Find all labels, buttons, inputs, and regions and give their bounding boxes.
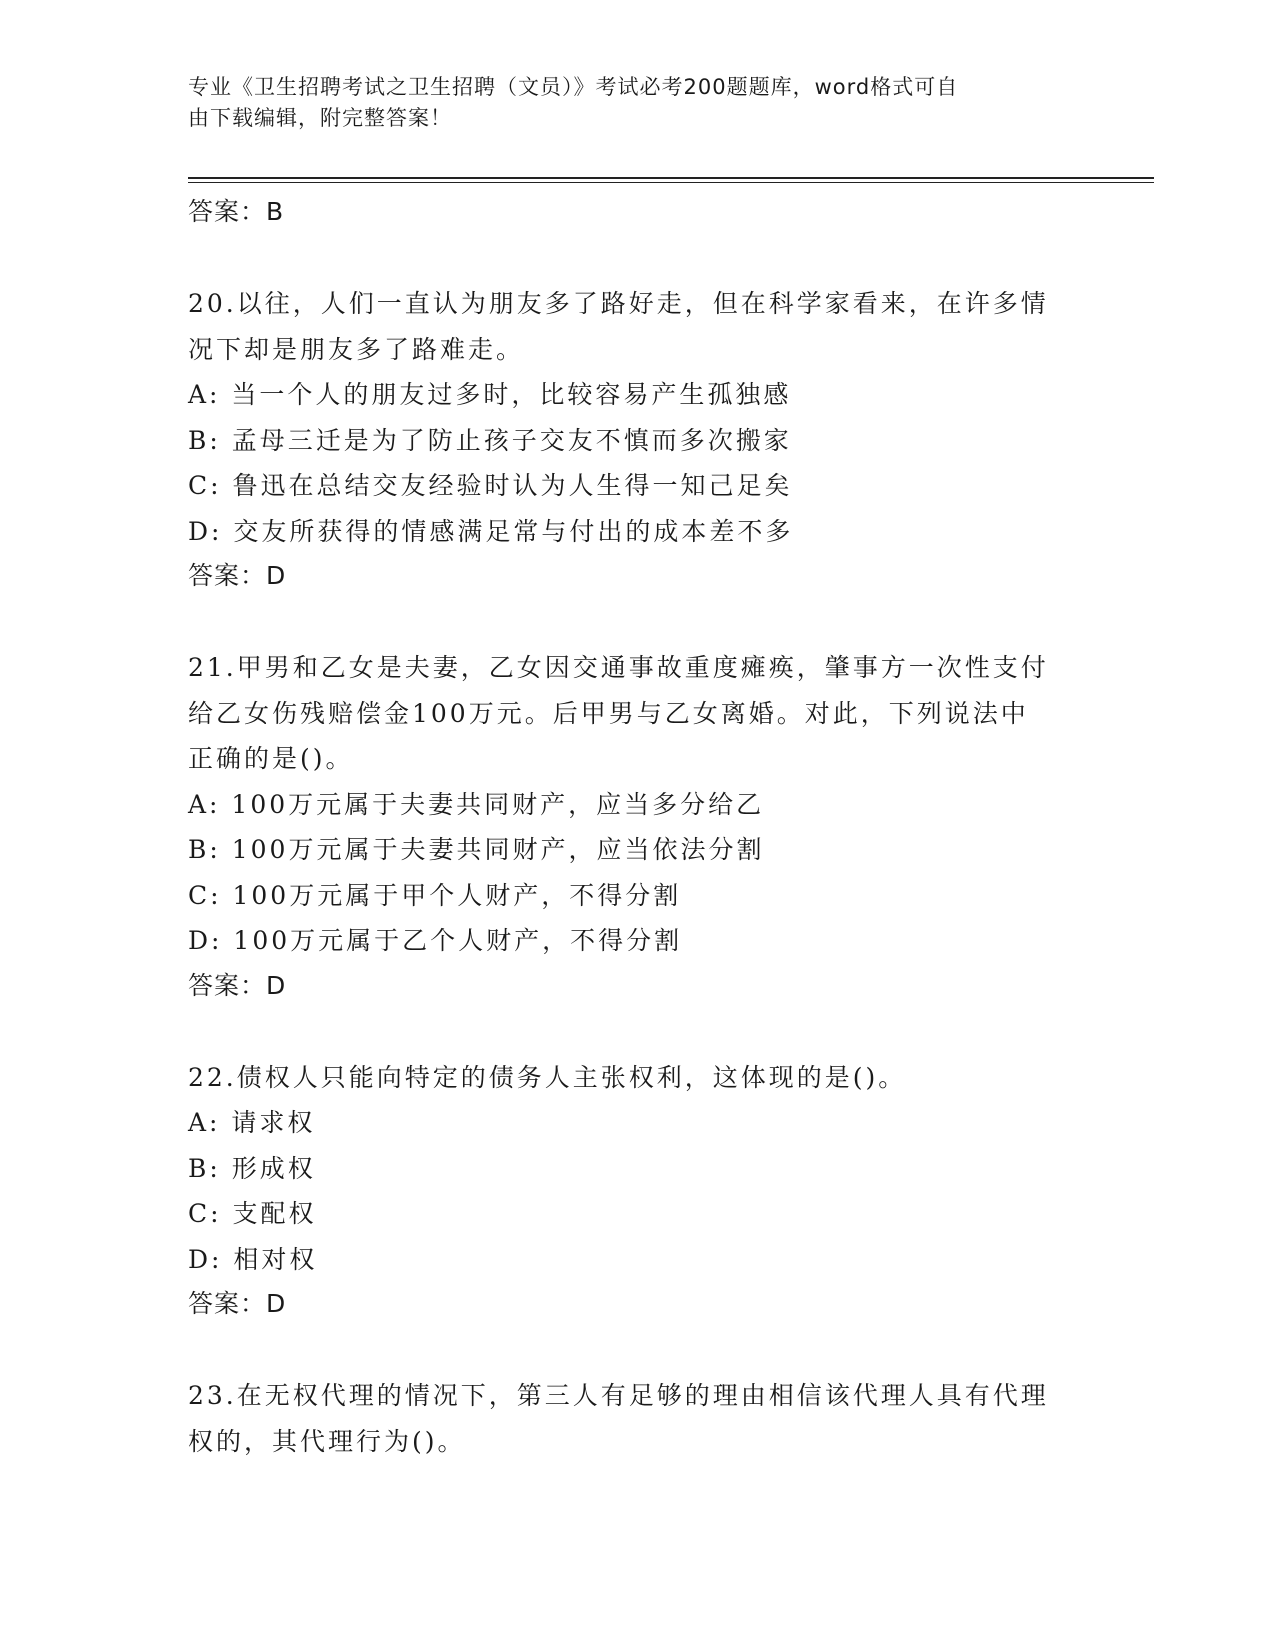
question-stem-line: 21.甲男和乙女是夫妻，乙女因交通事故重度瘫痪，肇事方一次性支付 xyxy=(188,653,1049,682)
option-c: C: 鲁迅在总结交友经验时认为人生得一知己足矣 xyxy=(188,471,793,500)
answer-line: 答案：D xyxy=(188,561,287,590)
question-block xyxy=(188,281,1088,598)
option-a: A: 请求权 xyxy=(188,1108,316,1137)
question-stem-line: 22.债权人只能向特定的债务人主张权利，这体现的是()。 xyxy=(188,1062,907,1092)
question-block xyxy=(188,1055,1088,1327)
header-divider xyxy=(188,177,1154,179)
option-b: B: 形成权 xyxy=(188,1153,316,1183)
header-divider-thin xyxy=(188,182,1154,183)
option-c: C: 支配权 xyxy=(188,1199,317,1228)
answer-line: 答案：D xyxy=(188,1289,287,1318)
question-stem-line: 给乙女伤残赔偿金100万元。后甲男与乙女离婚。对此，下列说法中 xyxy=(188,698,1029,728)
question-stem-line: 况下却是朋友多了路难走。 xyxy=(188,334,525,364)
answer-line: 答案：D xyxy=(188,970,287,1000)
option-d: D: 100万元属于乙个人财产，不得分割 xyxy=(188,926,683,955)
header-line: 专业《卫生招聘考试之卫生招聘（文员）》考试必考200题题库，word格式可自 xyxy=(188,75,959,99)
answer-line: 答案：B xyxy=(188,197,285,226)
option-a: A: 100万元属于夫妻共同财产，应当多分给乙 xyxy=(188,789,765,819)
question-block xyxy=(188,645,1088,1008)
option-a: A: 当一个人的朋友过多时，比较容易产生孤独感 xyxy=(188,380,792,409)
option-b: B: 100万元属于夫妻共同财产，应当依法分割 xyxy=(188,835,765,864)
option-d: D: 相对权 xyxy=(188,1244,318,1274)
option-d: D: 交友所获得的情感满足常与付出的成本差不多 xyxy=(188,516,794,546)
question-list xyxy=(188,190,1088,1464)
question-stem-line: 权的，其代理行为()。 xyxy=(188,1426,466,1456)
option-c: C: 100万元属于甲个人财产，不得分割 xyxy=(188,880,682,910)
question-stem-line: 20.以往，人们一直认为朋友多了路好走，但在科学家看来，在许多情 xyxy=(188,289,1049,318)
page-header xyxy=(188,72,1068,134)
question-block xyxy=(188,1373,1088,1464)
question-stem-line: 23.在无权代理的情况下，第三人有足够的理由相信该代理人具有代理 xyxy=(188,1381,1049,1410)
option-b: B: 孟母三迁是为了防止孩子交友不慎而多次搬家 xyxy=(188,425,792,455)
header-line: 由下载编辑，附完整答案！ xyxy=(188,106,452,130)
question-stem-line: 正确的是()。 xyxy=(188,744,354,773)
